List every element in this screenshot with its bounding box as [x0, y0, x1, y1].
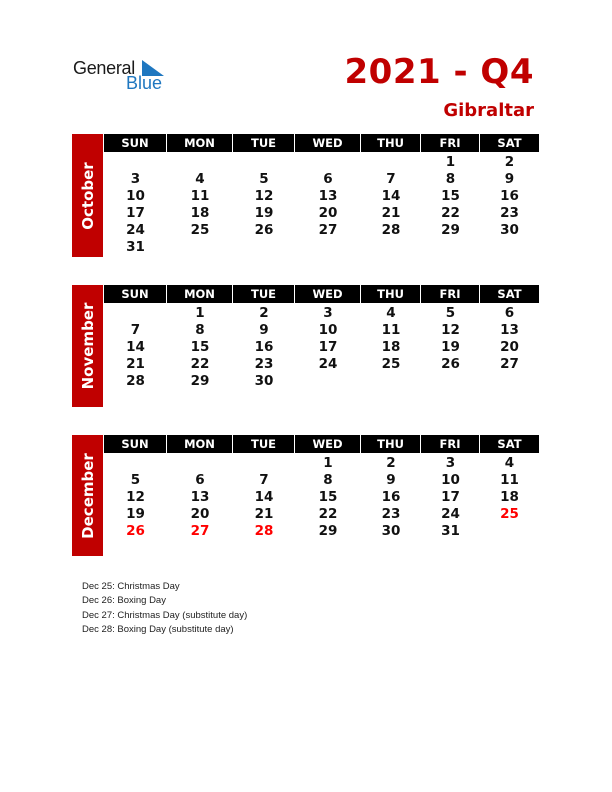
- week-row: [104, 171, 539, 188]
- date-cell: 11: [500, 472, 519, 488]
- weekday-sat: SAT: [497, 287, 522, 301]
- date-cell: [104, 154, 167, 171]
- date-cell: [167, 455, 233, 472]
- date-cell: 14: [126, 339, 145, 355]
- date-cell: [421, 373, 480, 390]
- date-cell: [361, 373, 421, 390]
- date-cell: 29: [190, 373, 210, 389]
- weekday-fri: FRI: [421, 134, 480, 152]
- date-cell: [361, 239, 421, 256]
- month-label-bar: [72, 285, 103, 407]
- date-cell: [480, 373, 539, 390]
- week-row: [104, 239, 539, 256]
- weekday-fri: FRI: [421, 285, 480, 303]
- weekday-sun: SUN: [104, 435, 167, 453]
- date-cell: 18: [190, 205, 210, 221]
- weekday-header: [104, 435, 539, 453]
- holiday-notes: [82, 580, 247, 637]
- date-cell: 8: [323, 472, 333, 488]
- date-cell: 5: [130, 472, 141, 488]
- date-cell: 22: [318, 506, 338, 522]
- month-block-november: [72, 285, 539, 407]
- date-cell: 9: [504, 171, 515, 187]
- date-cell: 16: [254, 339, 274, 355]
- weekday-mon: MON: [167, 134, 233, 152]
- date-cell: 17: [441, 489, 460, 505]
- date-cell: 7: [259, 472, 269, 488]
- month-name: October: [78, 161, 97, 230]
- date-cell: 3: [445, 455, 456, 471]
- week-row: [104, 373, 539, 390]
- day-grid: [104, 305, 539, 390]
- date-cell: [233, 455, 295, 472]
- date-cell: 13: [500, 322, 519, 338]
- date-cell: [295, 239, 361, 256]
- date-cell: 19: [254, 205, 274, 221]
- weekday-sun: SUN: [104, 285, 167, 303]
- date-cell: [104, 455, 167, 472]
- date-cell: 6: [323, 171, 333, 187]
- week-row: [104, 339, 539, 356]
- date-cell: 28: [126, 373, 145, 389]
- date-cell: 15: [190, 339, 210, 355]
- date-cell: 6: [195, 472, 205, 488]
- date-cell: 19: [441, 339, 460, 355]
- date-cell: 24: [126, 222, 145, 238]
- date-cell: 18: [381, 339, 401, 355]
- date-cell: 7: [130, 322, 141, 338]
- weekday-thu: THU: [361, 134, 421, 152]
- date-cell: 2: [386, 455, 396, 471]
- holiday-date-cell: 26: [126, 523, 145, 539]
- weekday-tue: TUE: [233, 285, 295, 303]
- date-cell: 5: [259, 171, 269, 187]
- holiday-note: Dec 28: Boxing Day (substitute day): [82, 623, 234, 635]
- weekday-sat: SAT: [497, 136, 522, 150]
- holiday-date-cell: 27: [190, 523, 210, 539]
- date-cell: [167, 154, 233, 171]
- country-label: Gibraltar: [443, 100, 534, 121]
- date-cell: 21: [254, 506, 274, 522]
- general-blue-logo: [73, 58, 173, 94]
- date-cell: 22: [441, 205, 460, 221]
- date-cell: [167, 239, 233, 256]
- date-cell: 30: [254, 373, 274, 389]
- date-cell: 31: [441, 523, 460, 539]
- date-cell: 14: [381, 188, 401, 204]
- weekday-mon: MON: [167, 435, 233, 453]
- date-cell: 10: [126, 188, 145, 204]
- date-cell: 1: [445, 154, 456, 170]
- date-cell: 31: [126, 239, 145, 255]
- date-cell: 2: [504, 154, 515, 170]
- date-cell: 21: [126, 356, 145, 372]
- month-label-bar: [72, 435, 103, 556]
- date-cell: 25: [190, 222, 210, 238]
- date-cell: 12: [254, 188, 274, 204]
- date-cell: [421, 239, 480, 256]
- weekday-fri: FRI: [421, 435, 480, 453]
- date-cell: 29: [441, 222, 460, 238]
- date-cell: 9: [259, 322, 269, 338]
- date-cell: 10: [318, 322, 338, 338]
- date-cell: 13: [318, 188, 338, 204]
- weekday-tue: TUE: [233, 134, 295, 152]
- day-grid: [104, 154, 539, 256]
- date-cell: 28: [381, 222, 401, 238]
- date-cell: 11: [381, 322, 401, 338]
- date-cell: 24: [441, 506, 460, 522]
- week-row: [104, 188, 539, 205]
- date-cell: 20: [318, 205, 338, 221]
- week-row: [104, 322, 539, 339]
- date-cell: 30: [381, 523, 401, 539]
- month-name: November: [78, 302, 97, 390]
- week-row: [104, 205, 539, 222]
- weekday-wed: WED: [295, 285, 361, 303]
- holiday-date-cell: 25: [500, 506, 519, 522]
- week-row: [104, 154, 539, 171]
- month-label-bar: [72, 134, 103, 257]
- holiday-note: Dec 27: Christmas Day (substitute day): [82, 609, 248, 621]
- date-cell: 26: [254, 222, 274, 238]
- date-cell: 19: [126, 506, 145, 522]
- date-cell: 1: [323, 455, 333, 471]
- month-block-december: [72, 435, 539, 556]
- date-cell: 8: [445, 171, 456, 187]
- date-cell: 18: [500, 489, 519, 505]
- date-cell: 13: [190, 489, 210, 505]
- date-cell: 10: [441, 472, 460, 488]
- logo-text-general: General: [73, 58, 135, 78]
- date-cell: 1: [195, 305, 205, 321]
- date-cell: 2: [259, 305, 269, 321]
- week-row: [104, 472, 539, 489]
- date-cell: 3: [130, 171, 141, 187]
- date-cell: [295, 373, 361, 390]
- date-cell: [295, 154, 361, 171]
- date-cell: 16: [500, 188, 519, 204]
- weekday-header: [104, 285, 539, 303]
- date-cell: 4: [504, 455, 515, 471]
- date-cell: 11: [190, 188, 210, 204]
- date-cell: 6: [504, 305, 515, 321]
- date-cell: 27: [500, 356, 519, 372]
- month-name: December: [78, 452, 97, 539]
- date-cell: [233, 239, 295, 256]
- weekday-wed: WED: [295, 134, 361, 152]
- date-cell: 16: [381, 489, 401, 505]
- date-cell: 17: [126, 205, 145, 221]
- date-cell: 27: [318, 222, 338, 238]
- date-cell: 15: [318, 489, 338, 505]
- date-cell: 3: [323, 305, 333, 321]
- weekday-sat: SAT: [497, 437, 522, 451]
- date-cell: [233, 154, 295, 171]
- date-cell: 23: [254, 356, 274, 372]
- date-cell: 4: [195, 171, 205, 187]
- date-cell: [361, 154, 421, 171]
- week-row: [104, 356, 539, 373]
- date-cell: 23: [381, 506, 401, 522]
- date-cell: 8: [195, 322, 205, 338]
- date-cell: 25: [381, 356, 401, 372]
- week-row: [104, 489, 539, 506]
- week-row: [104, 305, 539, 322]
- date-cell: [104, 305, 167, 322]
- date-cell: 24: [318, 356, 338, 372]
- week-row: [104, 455, 539, 472]
- holiday-note: Dec 26: Boxing Day: [82, 595, 166, 607]
- weekday-mon: MON: [167, 285, 233, 303]
- weekday-header: [104, 134, 539, 152]
- weekday-tue: TUE: [233, 435, 295, 453]
- week-row: [104, 523, 539, 540]
- holiday-date-cell: 28: [254, 523, 274, 539]
- day-grid: [104, 455, 539, 540]
- date-cell: 17: [318, 339, 338, 355]
- date-cell: 22: [190, 356, 210, 372]
- date-cell: [480, 523, 539, 540]
- weekday-thu: THU: [361, 435, 421, 453]
- date-cell: 12: [441, 322, 460, 338]
- date-cell: 26: [441, 356, 460, 372]
- week-row: [104, 222, 539, 239]
- date-cell: 15: [441, 188, 460, 204]
- month-block-october: [72, 134, 539, 257]
- date-cell: 30: [500, 222, 519, 238]
- date-cell: 23: [500, 205, 519, 221]
- weekday-sun: SUN: [104, 134, 167, 152]
- date-cell: 12: [126, 489, 145, 505]
- date-cell: 20: [500, 339, 519, 355]
- week-row: [104, 506, 539, 523]
- page-title: 2021 - Q4: [344, 52, 534, 92]
- date-cell: 29: [318, 523, 338, 539]
- date-cell: 7: [386, 171, 396, 187]
- date-cell: [480, 239, 539, 256]
- weekday-wed: WED: [295, 435, 361, 453]
- logo-text-blue: Blue: [126, 73, 163, 93]
- date-cell: 4: [386, 305, 396, 321]
- date-cell: 20: [190, 506, 210, 522]
- weekday-thu: THU: [361, 285, 421, 303]
- holiday-note: Dec 25: Christmas Day: [82, 581, 180, 592]
- date-cell: 14: [254, 489, 274, 505]
- date-cell: 9: [386, 472, 396, 488]
- date-cell: 21: [381, 205, 401, 221]
- date-cell: 5: [445, 305, 456, 321]
